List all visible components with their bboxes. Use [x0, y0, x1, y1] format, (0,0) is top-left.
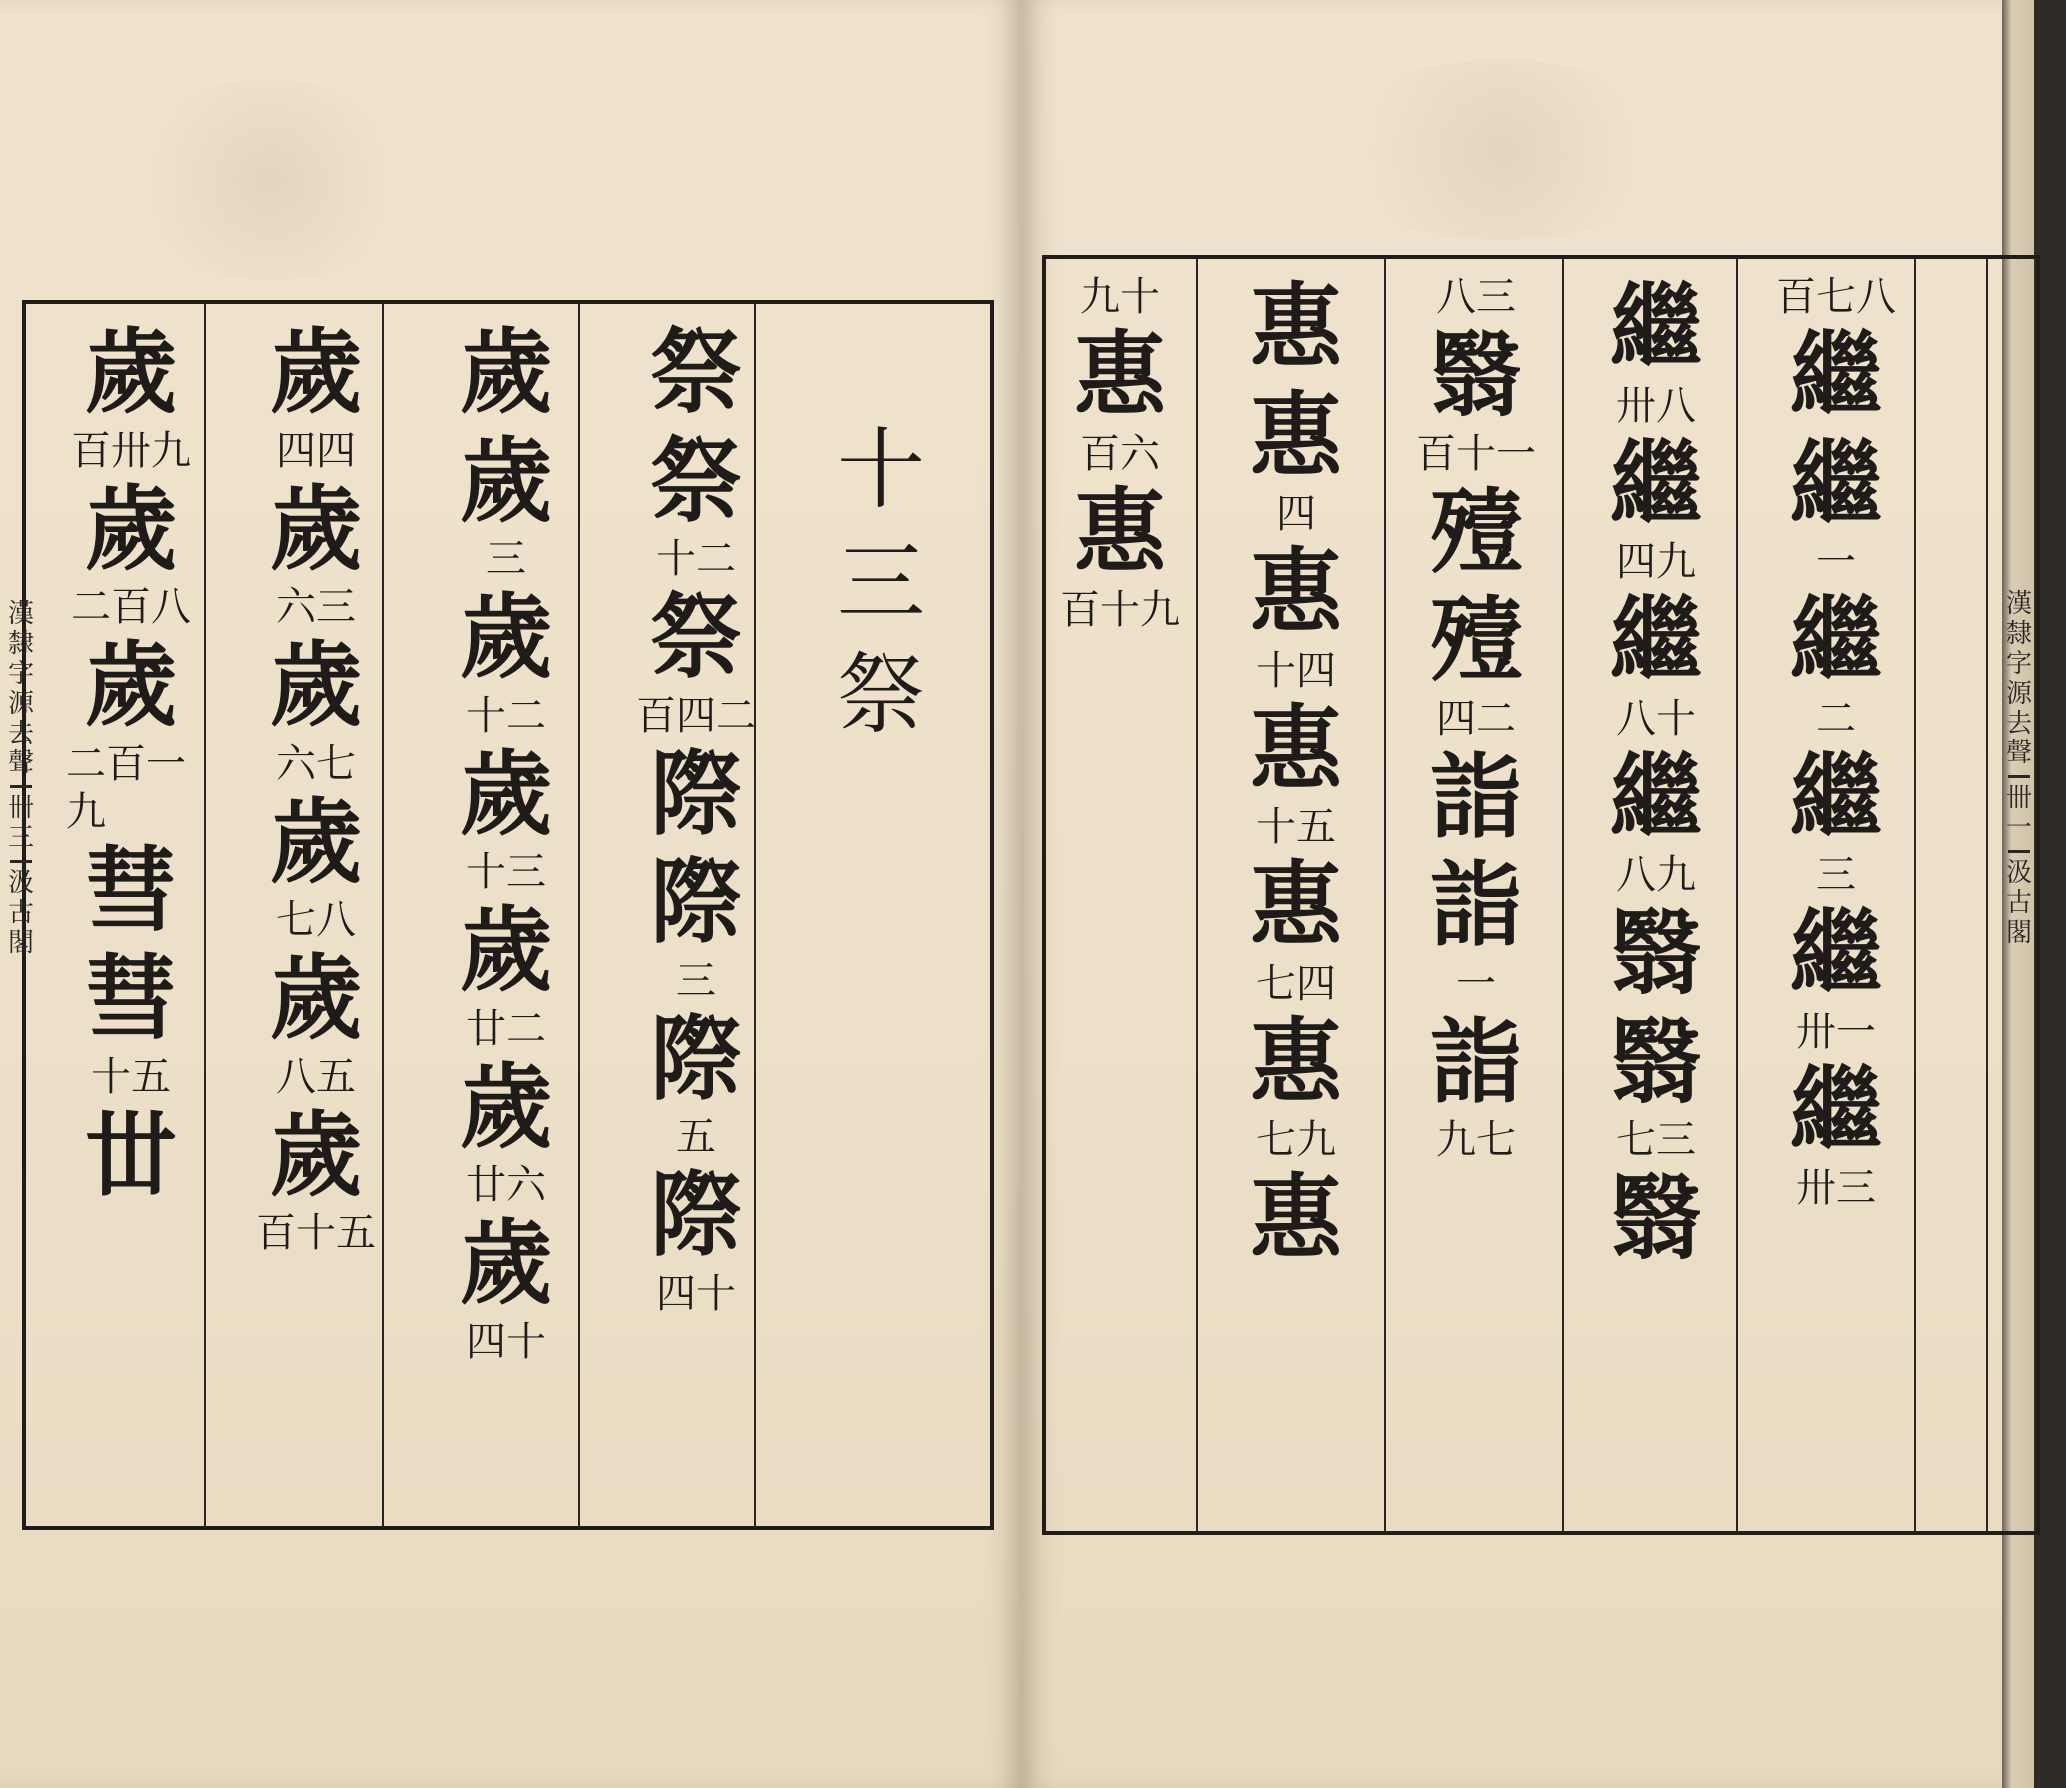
- source-note: 九七: [1436, 1117, 1516, 1164]
- glyph: 彗: [84, 944, 177, 1053]
- glyph: 歲: [459, 1209, 552, 1318]
- glyph: 繼: [1789, 1055, 1882, 1164]
- glyph: 翳: [1429, 321, 1522, 429]
- source-note: 六七: [276, 740, 356, 787]
- glyph: 歲: [459, 426, 552, 535]
- glyph: 繼: [1789, 321, 1882, 429]
- glyph: 繼: [1609, 429, 1702, 538]
- source-note: 十二: [656, 536, 736, 583]
- leaf-number: 卌 三: [7, 793, 34, 854]
- source-note: 四十: [656, 1270, 736, 1317]
- glyph: 惠: [1249, 273, 1342, 381]
- publisher: 汲 古 閣: [2005, 858, 2032, 948]
- glyph: 繼: [1609, 742, 1702, 851]
- source-note: 卅三: [1796, 1165, 1876, 1212]
- glyph: 歲: [269, 318, 362, 426]
- glyph: 惠: [1249, 1007, 1342, 1116]
- source-note: 七四: [1256, 960, 1336, 1007]
- source-note: 百四二: [636, 692, 756, 739]
- source-note: 四九: [1616, 539, 1696, 586]
- glyph: 繼: [1789, 742, 1882, 851]
- source-note: 八十: [1616, 695, 1696, 742]
- source-note: 卅八: [1616, 382, 1696, 429]
- source-note: 四四: [276, 427, 356, 474]
- glyph: 翳: [1609, 899, 1702, 1008]
- left-col-5: [66, 318, 196, 1512]
- glyph: 十: [836, 418, 925, 521]
- source-note: 十五: [91, 1053, 171, 1100]
- glyph: 際: [649, 1161, 742, 1270]
- source-note: 三: [676, 957, 716, 1004]
- glyph: 惠: [1249, 1164, 1342, 1273]
- glyph: 翳: [1609, 1007, 1702, 1116]
- banxin-title: 漢 隸 字 源 去 聲: [2005, 589, 2032, 769]
- right-banxin: [2000, 590, 2038, 949]
- glyph: 繼: [1609, 273, 1702, 381]
- glyph: 歲: [84, 318, 177, 426]
- glyph: 彗: [84, 835, 177, 944]
- source-note: 百卅九: [71, 427, 191, 474]
- right-col-1: [1766, 273, 1906, 1517]
- glyph: 祭: [836, 643, 925, 747]
- right-page-frame: [1042, 255, 2040, 1535]
- left-col-2: [626, 318, 766, 1512]
- glyph: 歲: [459, 896, 552, 1005]
- glyph: 繼: [1789, 899, 1882, 1008]
- source-note: 七三: [1616, 1117, 1696, 1164]
- glyph: 三: [836, 530, 925, 634]
- glyph: 繼: [1789, 429, 1882, 538]
- glyph: 祭: [649, 583, 742, 692]
- source-note: 四十: [466, 1318, 546, 1365]
- source-note: 二百一九: [66, 740, 186, 835]
- source-note: 廿二: [466, 1005, 546, 1052]
- source-note: 八九: [1616, 852, 1696, 899]
- glyph: 歲: [269, 474, 362, 583]
- glyph: 歲: [269, 631, 362, 740]
- source-note: 三: [486, 536, 526, 583]
- glyph: 歲: [269, 944, 362, 1053]
- source-note: 十五: [1256, 804, 1336, 851]
- glyph: 歲: [84, 631, 177, 740]
- left-banxin: [2, 600, 40, 959]
- glyph: 祭: [649, 318, 742, 426]
- banxin-title: 漢 隸 字 源 去 聲: [7, 599, 34, 779]
- source-note: 十二: [466, 692, 546, 739]
- glyph: 際: [649, 739, 742, 848]
- glyph: 歲: [459, 739, 552, 848]
- glyph: 詣: [1429, 1007, 1522, 1116]
- glyph: 繼: [1789, 586, 1882, 695]
- source-note: 八五: [276, 1053, 356, 1100]
- source-note: 四二: [1436, 695, 1516, 742]
- glyph: 惠: [1249, 694, 1342, 803]
- glyph: 歲: [84, 474, 177, 583]
- source-note: 百十一: [1416, 430, 1536, 477]
- glyph: 歲: [459, 318, 552, 426]
- glyph: 歲: [269, 787, 362, 896]
- source-note: 卅一: [1796, 1008, 1876, 1055]
- source-note: 六三: [276, 584, 356, 631]
- glyph: 惠: [1249, 851, 1342, 960]
- right-col-3: [1406, 273, 1546, 1517]
- glyph: 翳: [1609, 1164, 1702, 1273]
- right-col-5: [1050, 273, 1190, 1517]
- source-note: 九十: [1080, 274, 1160, 320]
- glyph: 際: [649, 1004, 742, 1113]
- source-note: 百十九: [1060, 587, 1180, 634]
- source-note: 百七八: [1776, 274, 1896, 320]
- publisher: 汲 古 閣: [7, 868, 34, 958]
- source-note: 二: [1816, 695, 1856, 742]
- glyph: 祭: [649, 426, 742, 535]
- source-note: 四: [1276, 491, 1316, 538]
- left-col-3: [436, 318, 576, 1512]
- glyph: 繼: [1609, 586, 1702, 695]
- source-note: 三: [1816, 852, 1856, 899]
- source-note: 百六: [1080, 430, 1160, 477]
- glyph: 詣: [1429, 851, 1522, 960]
- glyph: 丗: [84, 1100, 177, 1209]
- left-col-1: [806, 414, 956, 1512]
- glyph: 歲: [269, 1100, 362, 1209]
- right-col-2: [1586, 273, 1726, 1517]
- glyph: 惠: [1073, 477, 1166, 586]
- left-page: [0, 0, 1022, 1788]
- source-note: 十四: [1256, 647, 1336, 694]
- left-page-frame: [22, 300, 994, 1530]
- source-note: 廿六: [466, 1162, 546, 1209]
- source-note: 十三: [466, 849, 546, 896]
- glyph: 惠: [1073, 321, 1166, 429]
- source-note: 一: [1816, 539, 1856, 586]
- source-note: 一: [1456, 960, 1496, 1007]
- glyph: 惠: [1249, 538, 1342, 647]
- right-col-4: [1226, 273, 1366, 1517]
- glyph: 詣: [1429, 742, 1522, 851]
- left-col-4: [246, 318, 386, 1512]
- leaf-number: 卌 一: [2005, 783, 2032, 844]
- source-note: 五: [676, 1114, 716, 1161]
- glyph: 惠: [1249, 381, 1342, 490]
- glyph: 殪: [1429, 586, 1522, 695]
- source-note: 八三: [1436, 274, 1516, 320]
- glyph: 歲: [459, 1052, 552, 1161]
- glyph: 殪: [1429, 477, 1522, 586]
- source-note: 七八: [276, 897, 356, 944]
- glyph: 歲: [459, 583, 552, 692]
- source-note: 七九: [1256, 1117, 1336, 1164]
- source-note: 百十五: [256, 1210, 376, 1257]
- glyph: 際: [649, 848, 742, 957]
- source-note: 二百八: [71, 584, 191, 631]
